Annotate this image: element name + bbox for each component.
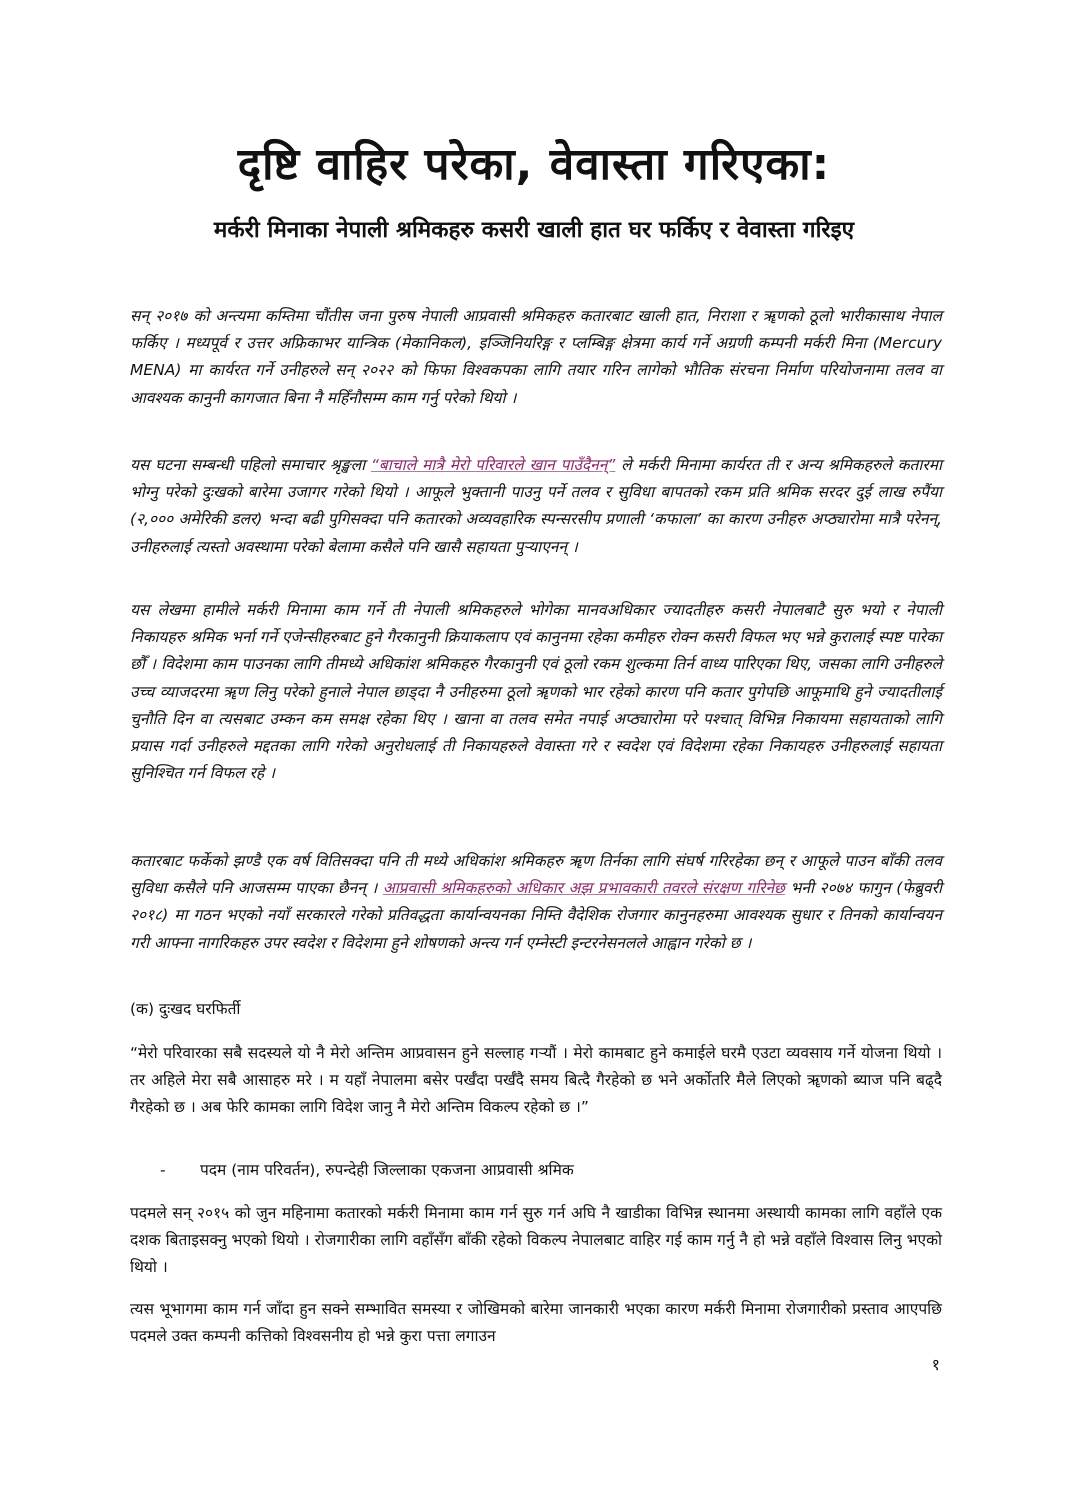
page-number: १ xyxy=(931,1355,940,1374)
paragraph-text: यस घटना सम्बन्धी पहिलो समाचार श्रृङ्खला xyxy=(130,456,371,474)
body-paragraph: पदमले सन् २०१५ को जुन महिनामा कतारको मर्करी मिनामा काम गर्न सुरु गर्न अघि नै खाडीका विभिन्न स्थानमा अस्थायी कामका लागि वहाँले एक दशक बिताइसक्नु भएको थियो । रोजगारीका लागि वहाँसँग बाँकी रहेको विकल्प नेपालबाट वाहिर गई काम गर्नु नै हो भन्ने वहाँले विश्वास लिनु भएको थियो । xyxy=(130,1204,942,1277)
paragraph-text: भनी २०७४ फागुन (फेब्रुवरी २०१८) मा गठन भएको नयाँ सरकारले गरेको प्रतिवद्धता कार्यान्वयनका निम्ति वैदेशिक रोजगार कानुनहरुमा आवश्यक सुधार र तिनको कार्यान्वयन गरी आफ्ना नागरिकहरु उपर स्वदेश र विदेशमा हुने शोषणको अन्त्य गर्न एम्नेस्टी इन्टरनेसनलले आह्वान गरेको छ । xyxy=(130,879,943,952)
document-subtitle: मर्करी मिनाका नेपाली श्रमिकहरु कसरी खाली हात घर फर्किए र वेवास्ता गरिइए xyxy=(213,217,855,243)
quote-attribution xyxy=(160,1157,574,1184)
article-scope-paragraph: यस लेखमा हामीले मर्करी मिनामा काम गर्ने ती नेपाली श्रमिकहरुले भोगेका मानवअधिकार ज्यादतीहरु कसरी नेपालबाटै सुरु भयो र नेपाली निकायहरु श्रमिक भर्ना गर्ने एजेन्सीहरुबाट हुने गैरकानुनी क्रियाकलाप एवं कानुनमा रहेका कमीहरु रोक्न कसरी विफल भए भन्ने कुरालाई स्पष्ट पारेका छौँ । विदेशमा काम पाउनका लागि तीमध्ये अधिकांश श्रमिकहरु गैरकानुनी एवं ठूलो रकम शुल्कमा तिर्न वाध्य पारिएका थिए, जसका लागि उनीहरुले उच्च व्याजदरमा ॠण लिनु परेको हुनाले नेपाल छाड्दा नै उनीहरुमा ठूलो ॠणको भार रहेको कारण पनि कतार पुगेपछि आफूमाथि हुने ज्यादतीलाई चुनौति दिन वा त्यसबाट उम्कन कम समक्ष रहेका थिए । खाना वा तलव समेत नपाई अप्ठ्यारोमा परे पश्चात् विभिन्न निकायमा सहायताको लागि प्रयास गर्दा उनीहरुले मद्दतका लागि गरेको अनुरोधलाई ती निकायहरुले वेवास्ता गरे र स्वदेश एवं विदेशमा रहेका निकायहरु उनीहरुलाई सहायता सुनिश्चित गर्न विफल रहे । xyxy=(130,601,942,783)
government-commitment-link[interactable]: आप्रवासी श्रमिकहरुको अधिकार अझ प्रभावकारी तवरले संरक्षण गरिनेछ xyxy=(382,879,785,898)
news-series-link[interactable]: “बाचाले मात्रै मेरो परिवारले खान पाउँदैनन्” xyxy=(370,456,616,474)
document-title: दृष्टि वाहिर परेका, वेवास्ता गरिएका: xyxy=(237,139,831,190)
paragraph-text: ले मर्करी मिनामा कार्यरत ती र अन्य श्रमिकहरुले कतारमा भोग्नु परेको दुःखको बारेमा उजागर गरेको थियो । आफूले भुक्तानी पाउनु पर्ने तलव र सुविधा बापतको रकम प्रति श्रमिक सरदर दुई लाख रुपैंया (२,००० अमेरिकी डलर) भन्दा बढी पुगिसक्दा पनि कतारको अव्यवहारिक स्पन्सरसीप प्रणाली ‘कफाला’ का कारण उनीहरु अप्ठ्यारोमा मात्रै परेनन्, उनीहरुलाई त्यस्तो अवस्थामा परेको बेलामा कसैले पनि खासै सहायता पुर्‍याएनन् । xyxy=(130,456,942,556)
news-series-paragraph xyxy=(130,452,942,561)
body-paragraph: त्यस भूभागमा काम गर्न जाँदा हुन सक्ने सम्भावित समस्या र जोखिमको बारेमा जानकारी भएका कारण मर्करी मिनामा रोजगारीको प्रस्ताव आएपछि पदमले उक्त कम्पनी कत्तिको विश्वसनीय हो भन्ने कुरा पत्ता लगाउन xyxy=(130,1300,942,1346)
intro-paragraph: सन् २०१७ को अन्त्यमा कम्तिमा चौंतीस जना पुरुष नेपाली आप्रवासी श्रमिकहरु कतारबाट खाली हात, निराशा र ॠणको ठूलो भारीकासाथ नेपाल फर्किए । मध्यपूर्व र उत्तर अफ्रिकाभर यान्त्रिक (मेकानिकल), इञ्जिनियरिङ्ग र प्लम्बिङ्ग क्षेत्रमा कार्य गर्ने अग्रणी कम्पनी मर्करी मिना (Mercury MENA) मा कार्यरत गर्ने उनीहरुले सन् २०२२ को फिफा विश्वकपका लागि तयार गरिन लागेको भौतिक संरचना निर्माण परियोजनामा तलव वा आवश्यक कानुनी कागजात बिना नै महिँनौसम्म काम गर्नु परेको थियो । xyxy=(130,307,942,407)
worker-quote: “मेरो परिवारका सबै सदस्यले यो नै मेरो अन्तिम आप्रवासन हुने सल्लाह गर्‍यौं । मेरो कामबाट हुने कमाईले घरमै एउटा व्यवसाय गर्ने योजना थियो । तर अहिले मेरा सबै आसाहरु मरे । म यहाँ नेपालमा बसेर पर्खँदा पर्खँदै समय बित्दै गैरहेको छ भने अर्कोतरि मैले लिएको ॠणको ब्याज पनि बढ्दै गैरहेको छ । अब फेरि कामका लागि विदेश जानु नै मेरो अन्तिम विकल्प रहेको छ ।” xyxy=(130,1044,942,1117)
attribution-text: पदम (नाम परिवर्तन), रुपन्देही जिल्लाका एकजना आप्रवासी श्रमिक xyxy=(200,1161,574,1179)
section-heading: (क) दुःखद घरफिर्ती xyxy=(130,1000,241,1018)
paragraph-text: कतारबाट फर्केको झण्डै एक वर्ष वितिसक्दा पनि ती मध्ये अधिकांश श्रमिकहरु ॠण तिर्नका लागि संघर्ष गरिरहेका छन् र आफूले पाउन बाँकी तलव सुविधा कसैले पनि आजसम्म पाएका छैनन् । xyxy=(130,852,942,898)
call-to-action-paragraph xyxy=(130,848,942,957)
dash-marker: - xyxy=(160,1161,166,1179)
